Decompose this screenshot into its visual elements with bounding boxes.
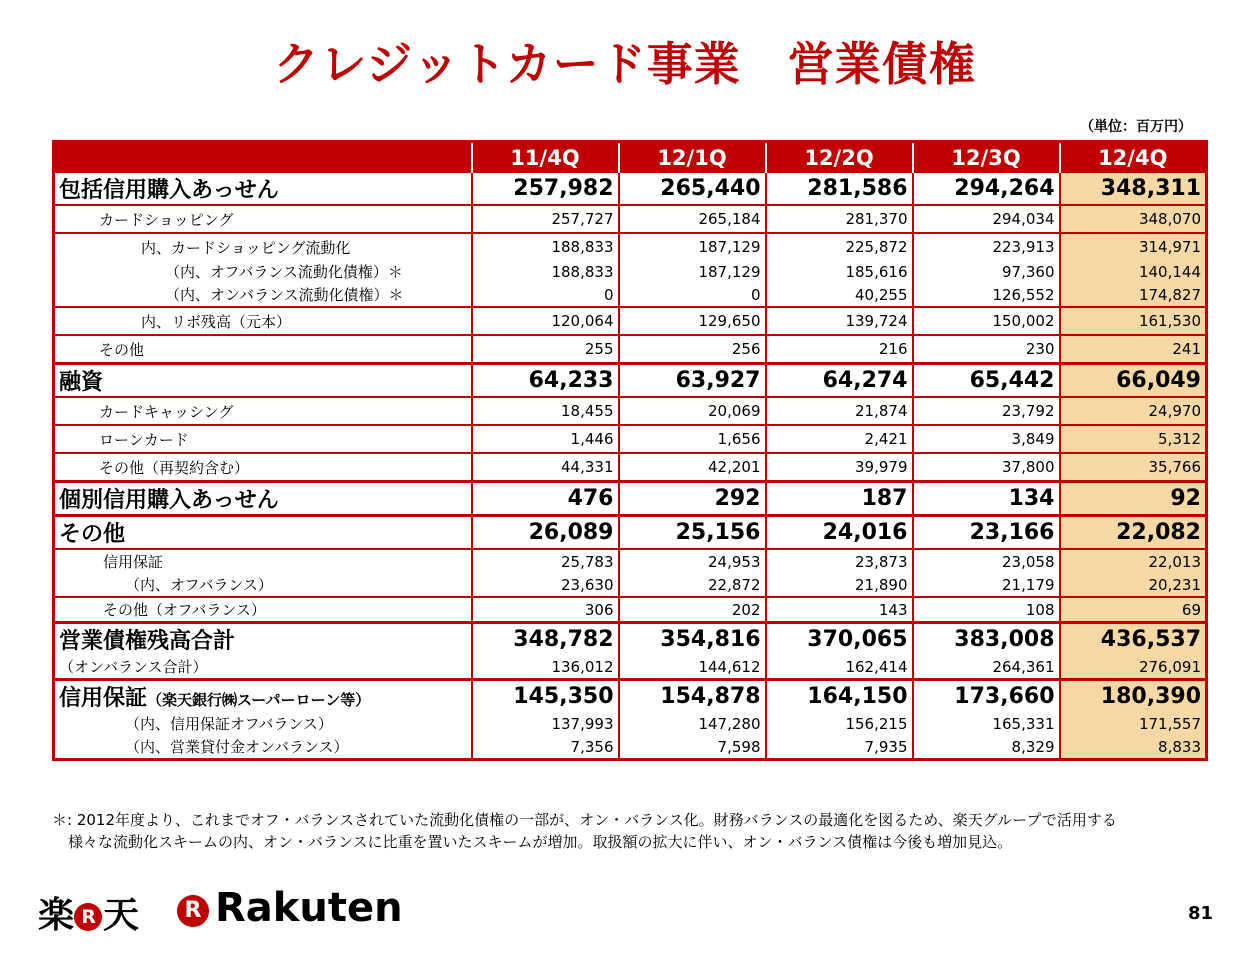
rakuten-logo — [176, 885, 403, 931]
cell-value: 20,231 — [1060, 573, 1207, 597]
cell-value: 202 — [619, 597, 766, 623]
footnote-line-1: ＊: 2012年度より、これまでオフ・バランスされていた流動化債権の一部が、オン・バランス化。財務バランスの最適化を図るため、楽天グループで活用する — [52, 811, 1117, 829]
cell-value: 306 — [472, 597, 619, 623]
cell-value: 24,953 — [619, 549, 766, 573]
cell-value: 140,144 — [1060, 260, 1207, 283]
header-12-4q: 12/4Q — [1060, 142, 1207, 174]
table-row — [54, 283, 1207, 307]
cell-value: 25,783 — [472, 549, 619, 573]
table-row — [54, 205, 1207, 233]
row-label: 個別信用購入あっせん — [54, 482, 472, 516]
table-row — [54, 712, 1207, 735]
cell-value: 281,586 — [766, 173, 913, 205]
cell-value: 23,873 — [766, 549, 913, 573]
row-label: カードショッピング — [54, 205, 472, 233]
cell-value: 173,660 — [913, 680, 1060, 713]
cell-value: 294,034 — [913, 205, 1060, 233]
cell-value: 18,455 — [472, 397, 619, 425]
cell-value: 162,414 — [766, 655, 913, 680]
table-row — [54, 549, 1207, 573]
cell-value: 294,264 — [913, 173, 1060, 205]
cell-value: 0 — [472, 283, 619, 307]
rakuten-kanji-logo — [38, 887, 138, 938]
row-label: 内、リボ残高（元本） — [54, 307, 472, 335]
cell-value: 22,872 — [619, 573, 766, 597]
row-label — [54, 680, 472, 713]
header-12-1q: 12/1Q — [619, 142, 766, 174]
cell-value: 120,064 — [472, 307, 619, 335]
logo-kanji-left: 楽 — [38, 895, 74, 936]
cell-value: 64,233 — [472, 364, 619, 398]
cell-value: 20,069 — [619, 397, 766, 425]
header-12-3q: 12/3Q — [913, 142, 1060, 174]
cell-value: 154,878 — [619, 680, 766, 713]
cell-value: 348,782 — [472, 623, 619, 656]
row-label: 内、カードショッピング流動化 — [54, 233, 472, 260]
cell-value: 40,255 — [766, 283, 913, 307]
header-12-2q: 12/2Q — [766, 142, 913, 174]
row-label: 営業債権残高合計 — [54, 623, 472, 656]
table-row — [54, 573, 1207, 597]
cell-value: 165,331 — [913, 712, 1060, 735]
cell-value: 144,612 — [619, 655, 766, 680]
cell-value: 180,390 — [1060, 680, 1207, 713]
cell-value: 348,311 — [1060, 173, 1207, 205]
cell-value: 22,082 — [1060, 516, 1207, 550]
cell-value: 65,442 — [913, 364, 1060, 398]
row-label: （内、信用保証オフバランス） — [125, 715, 333, 733]
cell-value: 8,833 — [1060, 735, 1207, 760]
table-row — [54, 335, 1207, 364]
table-row — [54, 680, 1207, 713]
cell-value: 241 — [1060, 335, 1207, 364]
page-number: 81 — [1187, 903, 1213, 924]
table-row — [54, 482, 1207, 516]
cell-value: 37,800 — [913, 453, 1060, 482]
cell-value: 21,179 — [913, 573, 1060, 597]
cell-value: 223,913 — [913, 233, 1060, 260]
cell-value: 187 — [766, 482, 913, 516]
cell-value: 161,530 — [1060, 307, 1207, 335]
table-row — [54, 173, 1207, 205]
cell-value: 230 — [913, 335, 1060, 364]
cell-value: 3,849 — [913, 425, 1060, 453]
cell-value: 188,833 — [472, 260, 619, 283]
cell-value: 25,156 — [619, 516, 766, 550]
cell-value: 0 — [619, 283, 766, 307]
cell-value: 143 — [766, 597, 913, 623]
row-label: （内、オフバランス） — [125, 576, 273, 594]
cell-value: 147,280 — [619, 712, 766, 735]
row-label: その他 — [54, 516, 472, 550]
row-label-main: 信用保証 — [59, 686, 148, 711]
cell-value: 370,065 — [766, 623, 913, 656]
header-blank — [54, 142, 472, 174]
cell-value: 281,370 — [766, 205, 913, 233]
header-11-4q: 11/4Q — [472, 142, 619, 174]
logo-kanji-right: 天 — [103, 895, 139, 936]
cell-value: 171,557 — [1060, 712, 1207, 735]
unit-label: （単位：百万円） — [1080, 119, 1192, 135]
row-label: 包括信用購入あっせん — [59, 178, 279, 203]
cell-value: 7,598 — [619, 735, 766, 760]
table-row — [54, 655, 1207, 680]
cell-value: 256 — [619, 335, 766, 364]
header-row — [54, 142, 1207, 174]
table-row — [54, 516, 1207, 550]
row-label: その他（再契約含む） — [54, 453, 472, 482]
cell-value: 8,329 — [913, 735, 1060, 760]
cell-value: 292 — [619, 482, 766, 516]
table-row — [54, 453, 1207, 482]
cell-value: 64,274 — [766, 364, 913, 398]
cell-value: 436,537 — [1060, 623, 1207, 656]
cell-value: 23,630 — [472, 573, 619, 597]
table-row — [54, 425, 1207, 453]
table-row — [54, 623, 1207, 656]
cell-value: 156,215 — [766, 712, 913, 735]
table-row — [54, 597, 1207, 623]
cell-value: 24,016 — [766, 516, 913, 550]
cell-value: 39,979 — [766, 453, 913, 482]
receivables-table — [52, 140, 1208, 761]
r-mark-icon: R — [74, 903, 102, 931]
cell-value: 188,833 — [472, 233, 619, 260]
row-label-note: （楽天銀行㈱スーパーローン等） — [147, 691, 371, 709]
cell-value: 44,331 — [472, 453, 619, 482]
table-row — [54, 233, 1207, 260]
cell-value: 264,361 — [913, 655, 1060, 680]
cell-value: 23,166 — [913, 516, 1060, 550]
cell-value: 383,008 — [913, 623, 1060, 656]
brand-name: Rakuten — [215, 885, 403, 931]
row-label: （内、営業貸付金オンバランス） — [125, 738, 349, 756]
table-row — [54, 397, 1207, 425]
cell-value: 257,982 — [472, 173, 619, 205]
cell-value: 66,049 — [1060, 364, 1207, 398]
cell-value: 22,013 — [1060, 549, 1207, 573]
cell-value: 23,058 — [913, 549, 1060, 573]
cell-value: 7,356 — [472, 735, 619, 760]
cell-value: 137,993 — [472, 712, 619, 735]
cell-value: 42,201 — [619, 453, 766, 482]
cell-value: 1,656 — [619, 425, 766, 453]
cell-value: 265,440 — [619, 173, 766, 205]
row-label: （内、オフバランス流動化債権）＊ — [165, 263, 403, 281]
row-label: カードキャッシング — [54, 397, 472, 425]
cell-value: 7,935 — [766, 735, 913, 760]
cell-value: 5,312 — [1060, 425, 1207, 453]
cell-value: 97,360 — [913, 260, 1060, 283]
cell-value: 257,727 — [472, 205, 619, 233]
cell-value: 21,874 — [766, 397, 913, 425]
cell-value: 21,890 — [766, 573, 913, 597]
table-row — [54, 364, 1207, 398]
page-title: クレジットカード事業 営業債権 — [273, 37, 976, 91]
cell-value: 164,150 — [766, 680, 913, 713]
cell-value: 216 — [766, 335, 913, 364]
cell-value: 348,070 — [1060, 205, 1207, 233]
row-label: その他（オフバランス） — [54, 597, 472, 623]
table-row — [54, 260, 1207, 283]
table-row — [54, 307, 1207, 335]
cell-value: 187,129 — [619, 233, 766, 260]
row-label: ローンカード — [54, 425, 472, 453]
table-row — [54, 735, 1207, 760]
row-label: 融資 — [54, 364, 472, 398]
r-mark-icon: R — [177, 895, 209, 927]
cell-value: 126,552 — [913, 283, 1060, 307]
cell-value: 265,184 — [619, 205, 766, 233]
row-label: その他 — [54, 335, 472, 364]
cell-value: 225,872 — [766, 233, 913, 260]
footnote — [52, 809, 1212, 853]
cell-value: 314,971 — [1060, 233, 1207, 260]
cell-value: 1,446 — [472, 425, 619, 453]
row-label: 信用保証 — [54, 549, 472, 573]
cell-value: 108 — [913, 597, 1060, 623]
footnote-line-2: 様々な流動化スキームの内、オン・バランスに比重を置いたスキームが増加。取扱額の拡大に伴い、オン・バランス債権は今後も増加見込。 — [68, 833, 1013, 851]
cell-value: 354,816 — [619, 623, 766, 656]
row-label: （内、オンバランス流動化債権）＊ — [165, 286, 404, 304]
cell-value: 185,616 — [766, 260, 913, 283]
cell-value: 276,091 — [1060, 655, 1207, 680]
cell-value: 476 — [472, 482, 619, 516]
cell-value: 187,129 — [619, 260, 766, 283]
cell-value: 174,827 — [1060, 283, 1207, 307]
cell-value: 145,350 — [472, 680, 619, 713]
cell-value: 134 — [913, 482, 1060, 516]
cell-value: 24,970 — [1060, 397, 1207, 425]
cell-value: 139,724 — [766, 307, 913, 335]
cell-value: 35,766 — [1060, 453, 1207, 482]
row-label: （オンバランス合計） — [59, 658, 208, 676]
cell-value: 2,421 — [766, 425, 913, 453]
cell-value: 26,089 — [472, 516, 619, 550]
cell-value: 136,012 — [472, 655, 619, 680]
cell-value: 92 — [1060, 482, 1207, 516]
cell-value: 255 — [472, 335, 619, 364]
cell-value: 129,650 — [619, 307, 766, 335]
cell-value: 63,927 — [619, 364, 766, 398]
cell-value: 23,792 — [913, 397, 1060, 425]
cell-value: 150,002 — [913, 307, 1060, 335]
cell-value: 69 — [1060, 597, 1207, 623]
